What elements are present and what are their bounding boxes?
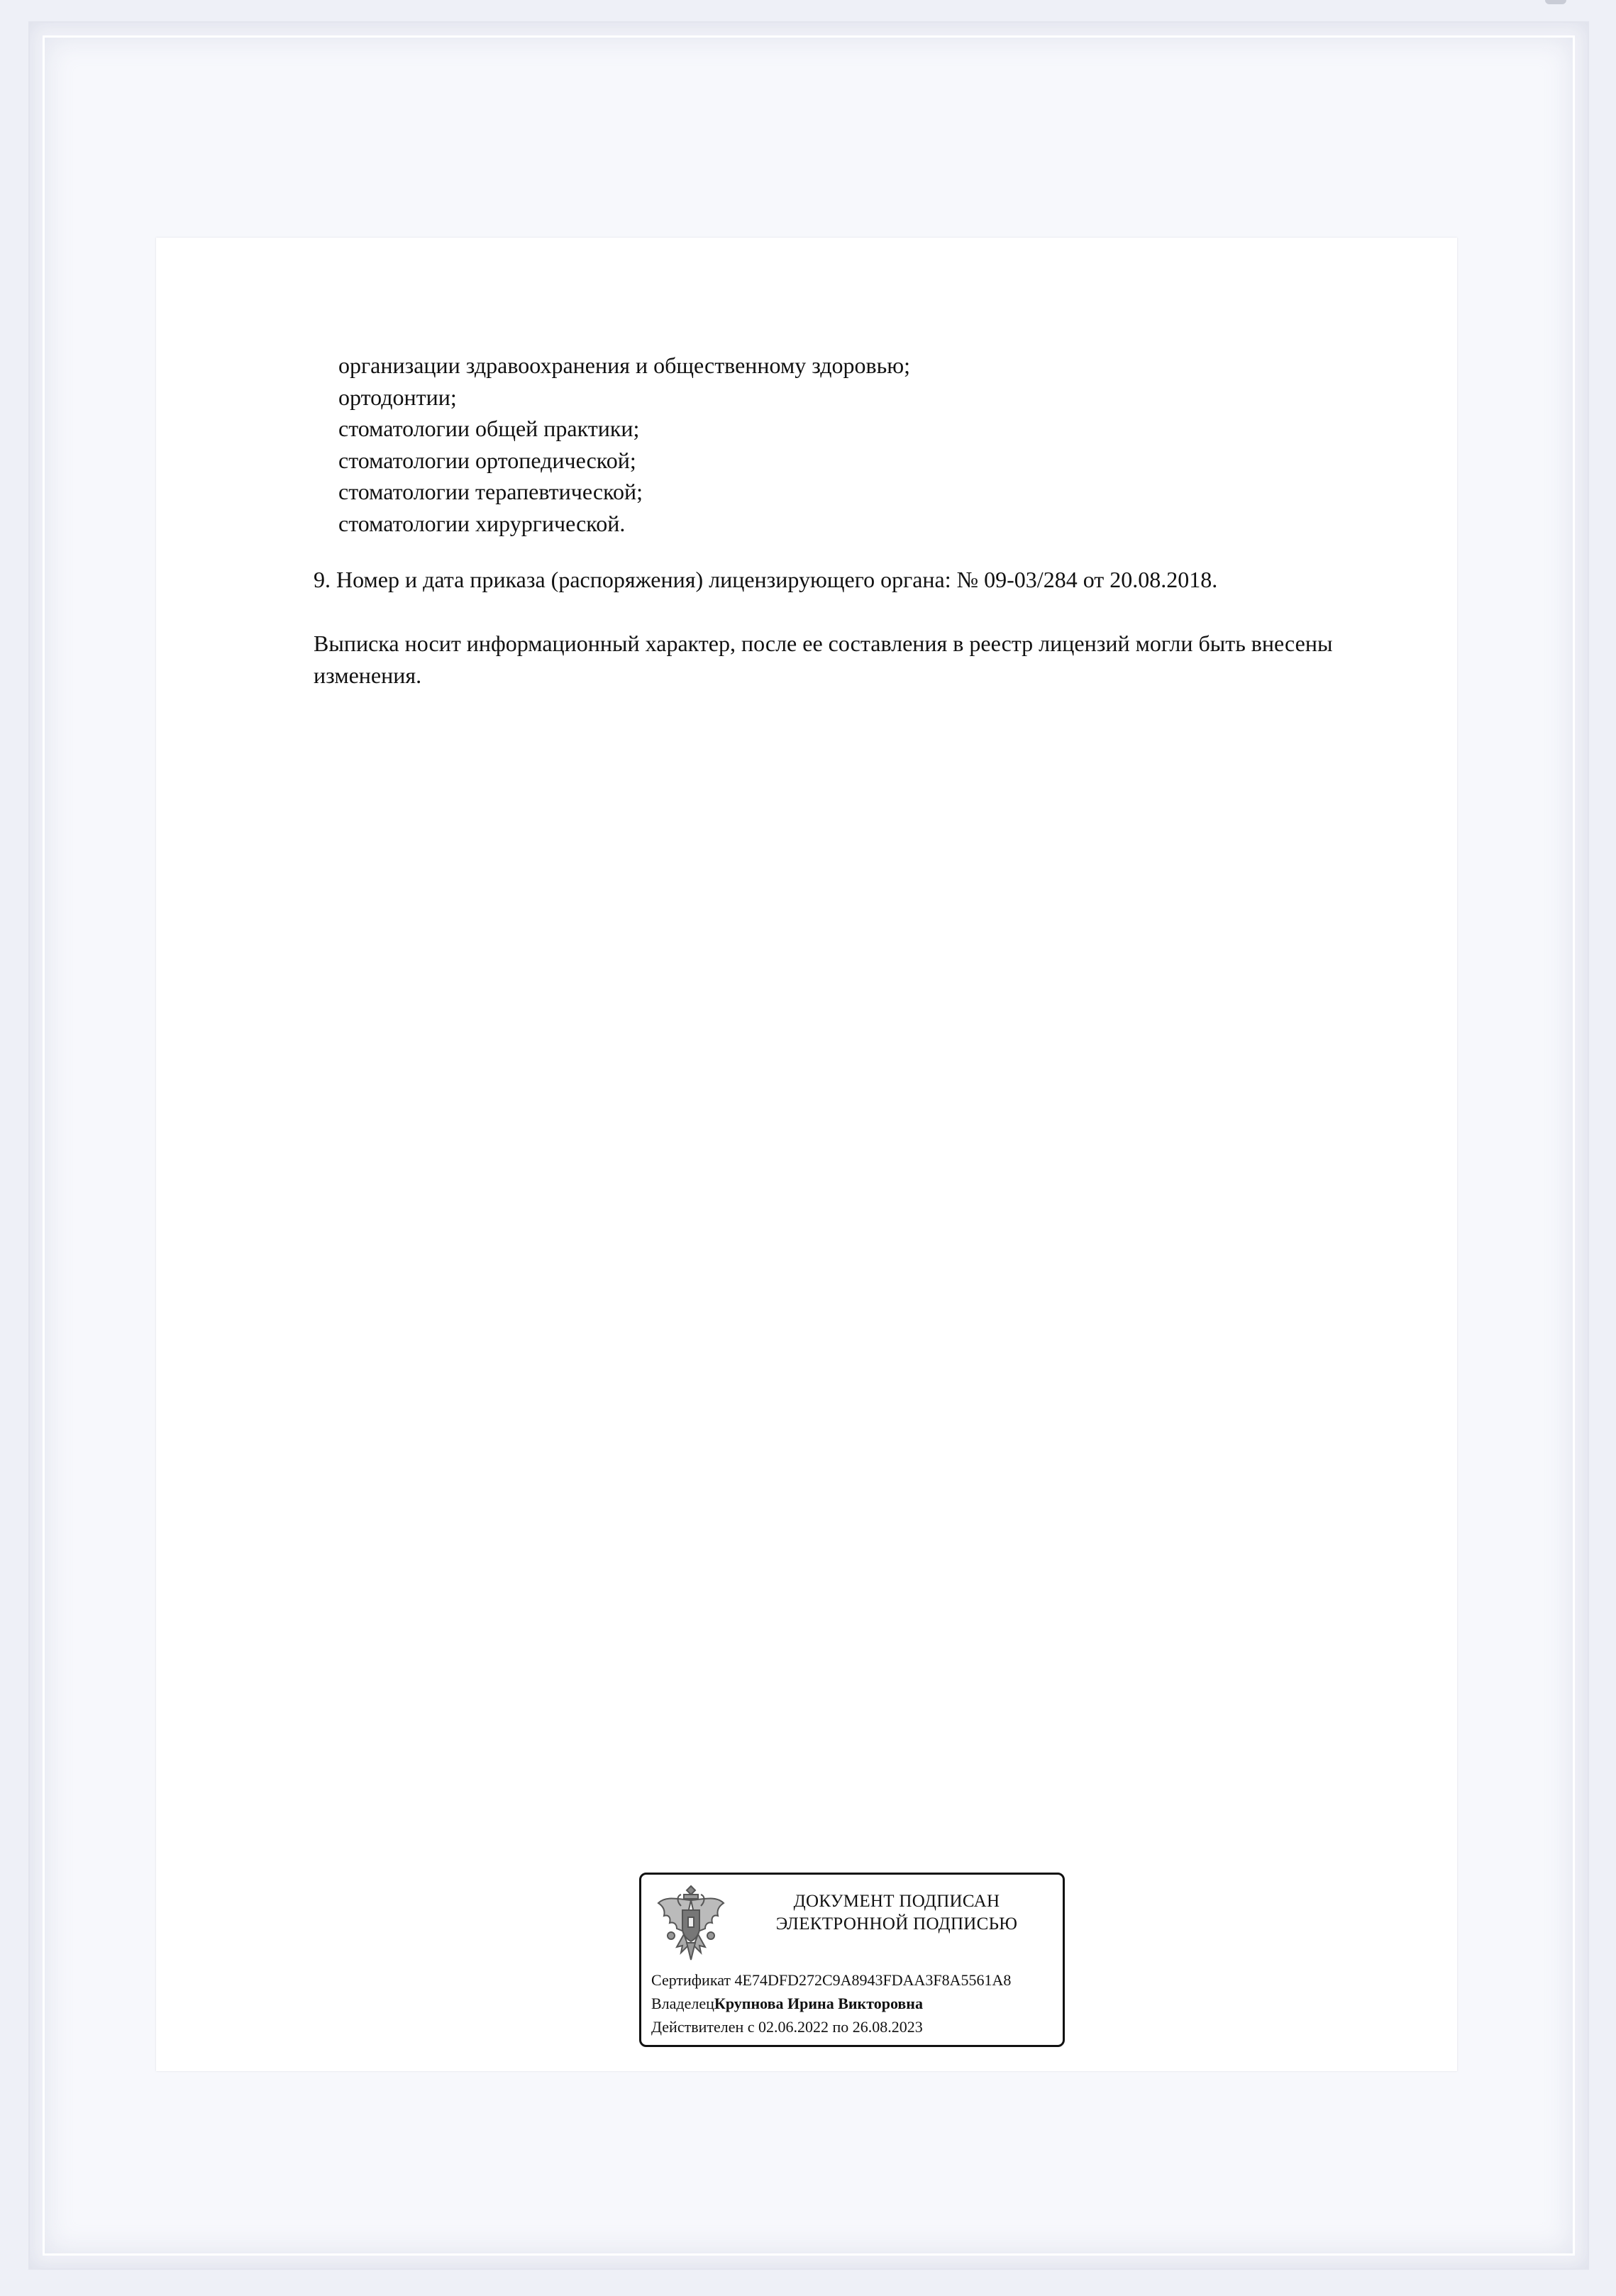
activity-list [338, 350, 910, 539]
owner-label: Владелец [651, 1995, 714, 2012]
owner-row [651, 1992, 1011, 2015]
stamp-title [748, 1890, 1046, 1936]
electronic-signature-stamp [639, 1873, 1065, 2047]
list-item: стоматологии терапевтической; [338, 479, 643, 504]
russian-coat-of-arms-icon [655, 1882, 726, 1965]
certificate-label: Сертификат [651, 1971, 731, 1989]
document-page [156, 238, 1457, 2071]
list-item: организации здравоохранения и общественному здоровью; [338, 353, 911, 378]
corner-mark [1545, 0, 1566, 4]
certificate-row [651, 1968, 1011, 1992]
stamp-title-line: ЭЛЕКТРОННОЙ ПОДПИСЬЮ [775, 1914, 1018, 1934]
certificate-value: 4E74DFD272C9A8943FDAA3F8A5561A8 [734, 1971, 1012, 1989]
disclaimer-note: Выписка носит информационный характер, после ее составления в реестр лицензий могли быть внесены изменения. [314, 631, 1333, 688]
list-item: стоматологии ортопедической; [338, 447, 636, 473]
order-number-line: 9. Номер и дата приказа (распоряжения) лицензирующего органа: № 09-03/284 от 20.08.2018. [314, 567, 1218, 592]
stamp-title-line: ДОКУМЕНТ ПОДПИСАН [793, 1892, 1000, 1911]
validity-row: Действителен с 02.06.2022 по 26.08.2023 [651, 2018, 923, 2036]
list-item: ортодонтии; [338, 384, 457, 410]
owner-value: Крупнова Ирина Викторовна [714, 1995, 923, 2012]
stamp-details [651, 1968, 1011, 2039]
list-item: стоматологии общей практики; [338, 416, 640, 441]
list-item: стоматологии хирургической. [338, 510, 626, 536]
